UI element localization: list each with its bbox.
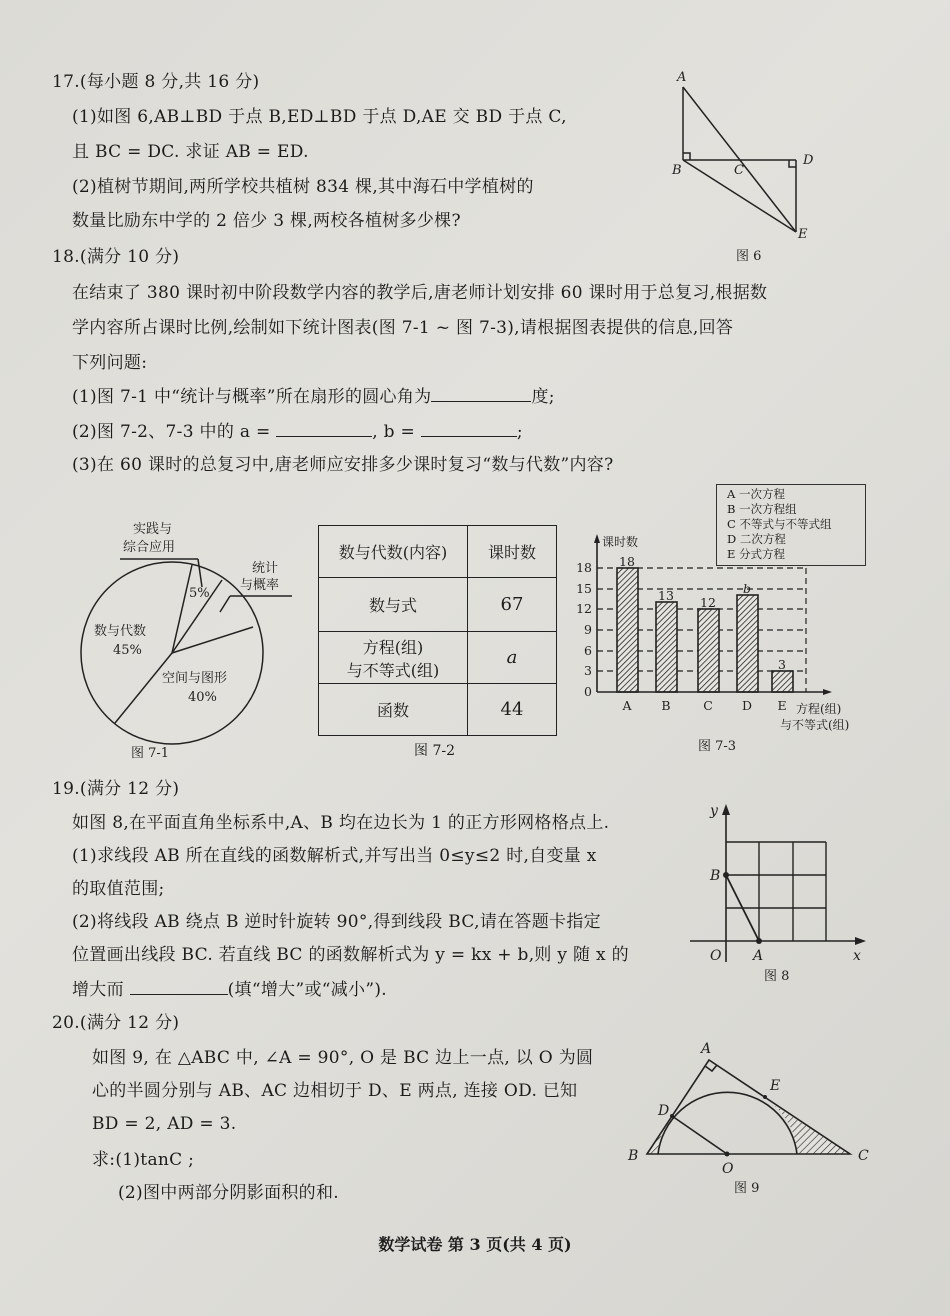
svg-text:与不等式(组): 与不等式(组) — [780, 718, 850, 732]
svg-text:实践与: 实践与 — [133, 522, 173, 537]
q17-part2-line2: 数量比励东中学的 2 倍少 3 棵,两校各植树多少棵? — [72, 211, 461, 231]
svg-text:B: B — [710, 868, 721, 884]
svg-text:D: D — [658, 1103, 670, 1119]
figure-9 — [600, 1020, 880, 1210]
bar-chart-7-3 — [570, 530, 880, 780]
q17-header: 17.(每小题 8 分,共 16 分) — [52, 72, 260, 92]
svg-text:B: B — [661, 698, 671, 713]
q17-part1-line2: 且 BC = DC. 求证 AB = ED. — [72, 142, 309, 162]
table-row: 函数 44 — [319, 684, 557, 736]
legend-item: B 一次方程组 — [727, 502, 797, 516]
table-row: 方程(组) 与不等式(组) a — [319, 632, 557, 684]
q17-part2-line1: (2)植树节期间,两所学校共植树 834 棵,其中海石中学植树的 — [72, 177, 534, 197]
q20-line1: 如图 9, 在 △ABC 中, ∠A = 90°, O 是 BC 边上一点, 以 O 为圆 — [92, 1048, 594, 1068]
svg-text:A: A — [753, 948, 764, 964]
q20-line3: BD = 2, AD = 3. — [92, 1114, 237, 1134]
q20-header: 20.(满分 12 分) — [52, 1013, 180, 1033]
svg-text:9: 9 — [584, 622, 592, 637]
svg-text:x: x — [853, 948, 861, 964]
q18-sub3: (3)在 60 课时的总复习中,唐老师应安排多少课时复习“数与代数”内容? — [72, 455, 614, 475]
q20-line2: 心的半圆分别与 AB、AC 边相切于 D、E 两点, 连接 OD. 已知 — [92, 1081, 578, 1101]
legend-item: D 二次方程 — [727, 532, 786, 546]
q19-line4: (2)将线段 AB 绕点 B 逆时针旋转 90°,得到线段 BC,请在答题卡指定 — [72, 912, 601, 932]
svg-text:O: O — [710, 948, 722, 964]
q20-line4: 求:(1)tanC ; — [92, 1150, 195, 1170]
svg-text:5%: 5% — [189, 586, 210, 601]
q19-header: 19.(满分 12 分) — [52, 779, 180, 799]
svg-text:E: E — [798, 227, 808, 242]
q19-line5: 位置画出线段 BC. 若直线 BC 的函数解析式为 y = kx + b,则 y 随 x 的 — [72, 945, 629, 965]
q17-part1-line1: (1)如图 6,AB⊥BD 于点 B,ED⊥BD 于点 D,AE 交 BD 于点 C, — [72, 107, 567, 127]
svg-text:图 9: 图 9 — [734, 1181, 760, 1196]
svg-text:D: D — [741, 698, 753, 713]
svg-text:图 7-1: 图 7-1 — [131, 746, 170, 761]
pie-chart-7-1 — [60, 505, 320, 765]
svg-text:图 7-3: 图 7-3 — [698, 739, 737, 754]
q18-intro-line1: 在结束了 380 课时初中阶段数学内容的教学后,唐老师计划安排 60 课时用于总复习,根据数 — [72, 283, 768, 303]
page-footer: 数学试卷 第 3 页(共 4 页) — [378, 1235, 572, 1254]
svg-text:C: C — [703, 698, 713, 713]
svg-text:15: 15 — [576, 581, 592, 596]
answer-blank-b[interactable] — [421, 420, 517, 437]
svg-text:O: O — [722, 1161, 734, 1177]
table-7-2 — [318, 525, 557, 736]
svg-text:E: E — [777, 698, 787, 713]
legend-item: C 不等式与不等式组 — [727, 517, 832, 531]
figure-6 — [660, 62, 840, 262]
svg-text:图 6: 图 6 — [736, 249, 762, 262]
svg-text:0: 0 — [584, 684, 592, 699]
svg-text:3: 3 — [778, 657, 786, 672]
q18-intro-line2: 学内容所占课时比例,绘制如下统计图表(图 7-1 ~ 图 7-3),请根据图表提供的信息,回答 — [72, 318, 734, 338]
q19-line2: (1)求线段 AB 所在直线的函数解析式,并写出当 0≤y≤2 时,自变量 x — [72, 846, 597, 866]
q19-line1: 如图 8,在平面直角坐标系中,A、B 均在边长为 1 的正方形网格格点上. — [72, 813, 610, 833]
svg-text:D: D — [803, 153, 814, 168]
svg-text:C: C — [734, 163, 744, 178]
svg-text:6: 6 — [584, 643, 592, 658]
svg-text:A: A — [677, 70, 687, 85]
svg-text:B: B — [672, 163, 682, 178]
answer-blank-trend[interactable] — [130, 978, 228, 995]
svg-text:统计: 统计 — [252, 561, 279, 576]
svg-text:18: 18 — [576, 560, 592, 575]
svg-text:空间与图形: 空间与图形 — [162, 671, 228, 686]
svg-text:综合应用: 综合应用 — [123, 540, 176, 555]
q18-sub2: (2)图 7-2、7-3 中的 a = , b = ; — [72, 422, 523, 442]
q19-line3: 的取值范围; — [72, 879, 165, 899]
answer-blank-angle[interactable] — [431, 385, 531, 402]
svg-text:12: 12 — [576, 601, 592, 616]
table-7-2-caption: 图 7-2 — [414, 743, 455, 759]
svg-text:18: 18 — [619, 554, 635, 569]
svg-text:B: B — [628, 1148, 639, 1164]
svg-text:3: 3 — [584, 663, 592, 678]
svg-text:数与代数: 数与代数 — [94, 624, 147, 639]
table-header: 数与代数(内容) — [319, 526, 468, 578]
svg-text:y: y — [710, 803, 718, 819]
table-header: 课时数 — [468, 526, 557, 578]
svg-text:E: E — [770, 1078, 781, 1094]
table-row: 数与式 67 — [319, 578, 557, 632]
answer-blank-a[interactable] — [276, 420, 372, 437]
q18-sub1: (1)图 7-1 中“统计与概率”所在扇形的圆心角为 度; — [72, 387, 555, 407]
svg-text:12: 12 — [700, 595, 716, 610]
svg-text:方程(组): 方程(组) — [796, 702, 842, 716]
q20-line5: (2)图中两部分阴影面积的和. — [118, 1183, 339, 1203]
q18-header: 18.(满分 10 分) — [52, 247, 180, 267]
svg-text:C: C — [858, 1148, 869, 1164]
svg-text:b: b — [742, 581, 752, 596]
svg-text:13: 13 — [658, 588, 674, 603]
legend-item: E 分式方程 — [727, 547, 786, 561]
svg-text:课时数: 课时数 — [602, 535, 639, 549]
svg-text:45%: 45% — [113, 643, 142, 658]
figure-8 — [690, 790, 880, 990]
q18-intro-line3: 下列问题: — [72, 353, 148, 373]
legend-item: A 一次方程 — [727, 487, 785, 501]
svg-text:与概率: 与概率 — [240, 578, 280, 593]
svg-text:A: A — [701, 1041, 712, 1057]
svg-text:40%: 40% — [188, 690, 217, 705]
svg-text:A: A — [622, 698, 632, 713]
q19-line6: 增大而 (填“增大”或“减小”). — [72, 980, 387, 1000]
svg-text:图 8: 图 8 — [764, 969, 790, 984]
